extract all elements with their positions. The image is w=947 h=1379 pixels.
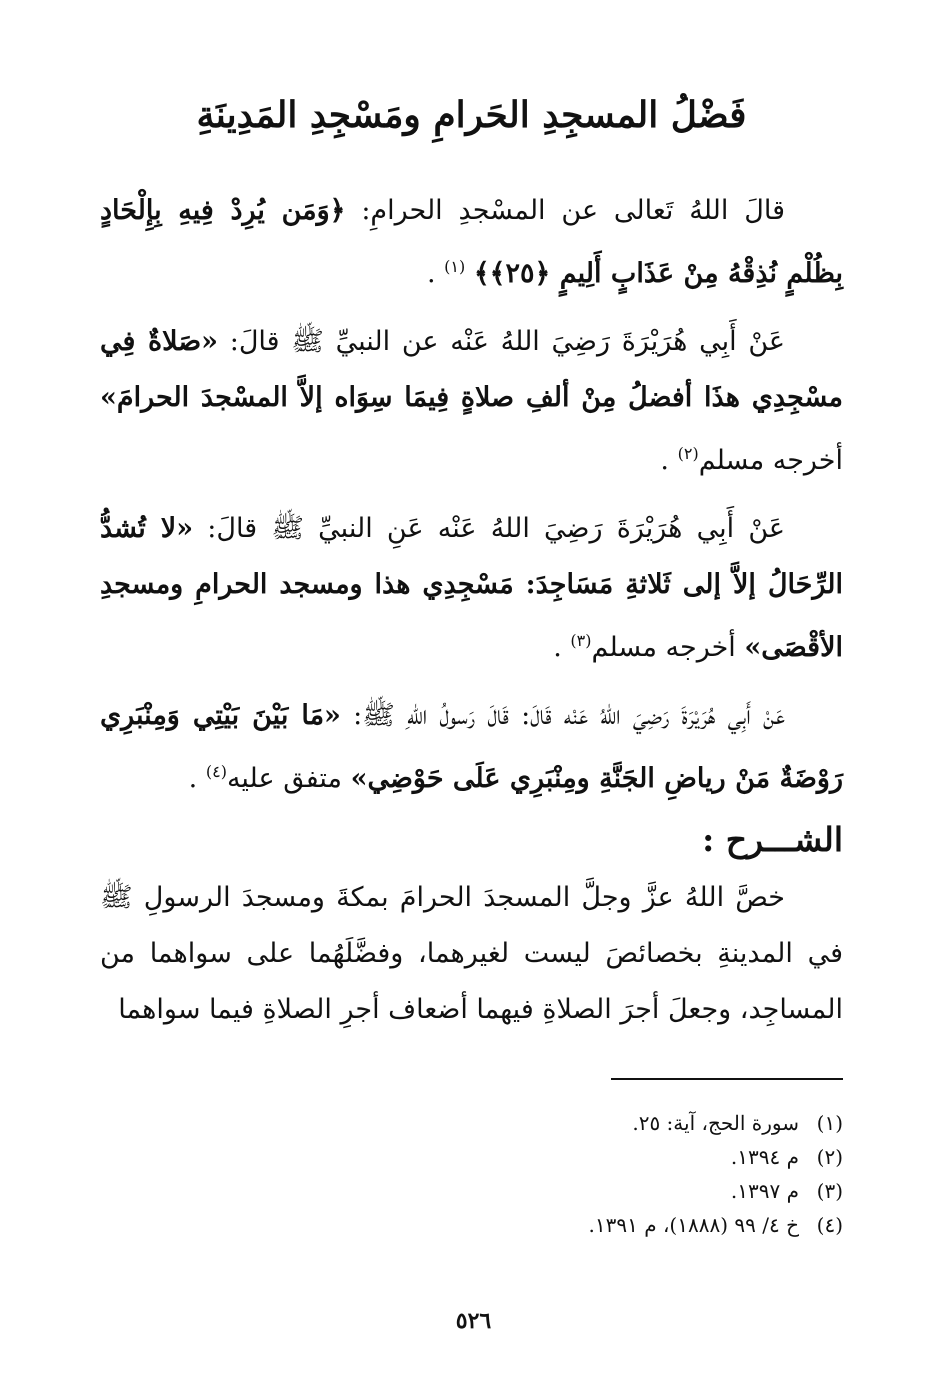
paragraph-end: . xyxy=(660,444,670,476)
footnote-ref: (٢) xyxy=(677,443,699,463)
footnote-number: (١) xyxy=(816,1110,843,1135)
paragraph-after: أخرجه مسلم xyxy=(591,631,736,663)
sharh-paragraph: خصَّ اللهُ عزَّ وجلَّ المسجدَ الحرامَ بمكةَ ومسجدَ الرسولِ ﷺ في المدينةِ بخصائصَ ليست لغيرهما، وفضَّلَهُما على سواهما من المساجِد، وجعلَ أجرَ الصلاةِ فيهما أضعاف أجرِ الصلاةِ فيما سواهما xyxy=(100,881,843,1025)
paragraph-quran xyxy=(100,183,843,302)
footnote xyxy=(100,1140,843,1174)
paragraph-after: متفق عليه xyxy=(226,762,342,794)
footnote-number: (٣) xyxy=(816,1178,843,1203)
paragraph-end: . xyxy=(188,762,198,794)
footnote xyxy=(100,1174,843,1208)
paragraph-end: . xyxy=(426,257,436,289)
paragraph-lead: عَنْ أَبِي هُرَيْرَةَ رَضِيَ اللهُ عَنْه عَنِ النبيِّ ﷺ قالَ: xyxy=(207,512,786,544)
hadith-text: «صَلاةٌ فِي مسْجِدِي هذَا أفضلُ مِنْ ألفِ صلاةٍ فِيمَا سِوَاه إلاَّ المسْجدَ الحرامَ» xyxy=(100,325,843,413)
quran-verse: ﴿وَمَن يُرِدْ فِيهِ بِإِلْحَادٍ بِظُلْمٍ نُذِقْهُ مِنْ عَذَابٍ أَلِيمٍ ﴿٢٥﴾﴾ xyxy=(100,194,843,289)
paragraph-lead: قالَ اللهُ تَعالى عن المسْجدِ الحرامِ: xyxy=(361,194,785,226)
footnote-text: خ ٤/ ٩٩ (١٨٨٨)، م ١٣٩١. xyxy=(588,1212,799,1237)
footnote-text: م ١٣٩٤. xyxy=(730,1144,799,1169)
hadith-text: «مَا بَيْنَ بَيْتِي وَمِنْبَرِي رَوْضَةٌ مَنْ رياضِ الجَنَّةِ ومِنْبَرِي عَلَى حَوْضِي» xyxy=(100,699,843,794)
sharh-heading: الشـــرح : xyxy=(702,819,843,859)
footnote-number: (٤) xyxy=(816,1212,843,1237)
footnote-ref: (١) xyxy=(444,256,466,276)
footnotes xyxy=(100,1106,843,1242)
paragraph-end: . xyxy=(553,631,562,663)
paragraph-hadith-1 xyxy=(100,314,843,489)
footnote-text: سورة الحج، آية: ٢٥. xyxy=(632,1110,799,1135)
page-number: ٥٢٦ xyxy=(455,1308,492,1334)
page-title: فَضْلُ المسجِدِ الحَرامِ ومَسْجِدِ المَدِينَةِ xyxy=(196,94,747,136)
paragraph-after: أخرجه مسلم xyxy=(698,444,843,476)
paragraph-lead: عَنْ أَبِي هُرَيْرَةَ رَضِيَ اللهُ عَنْه قَالَ: قَالَ رَسولُ اللهِ ﷺ: xyxy=(353,699,785,731)
footnote-separator xyxy=(611,1078,843,1080)
footnote xyxy=(100,1208,843,1242)
hadith-text: «لا تُشدُّ الرِّحَالُ إلاَّ إلى ثَلاثةِ مَسَاجِدَ: مَسْجِدِي هذا ومسجد الحرامِ ومسجدِ الأقْصَى» xyxy=(100,512,843,663)
paragraph-lead: عَنْ أَبِي هُرَيْرَةَ رَضِيَ اللهُ عَنْه عن النبيِّ ﷺ قالَ: xyxy=(229,325,785,357)
footnote xyxy=(100,1106,843,1140)
footnote-number: (٢) xyxy=(816,1144,843,1169)
paragraph-hadith-2 xyxy=(100,501,843,676)
footnote-text: م ١٣٩٧. xyxy=(730,1178,799,1203)
footnote-ref: (٣) xyxy=(570,630,592,650)
paragraph-hadith-3 xyxy=(100,688,843,807)
footnote-ref: (٤) xyxy=(205,761,227,781)
